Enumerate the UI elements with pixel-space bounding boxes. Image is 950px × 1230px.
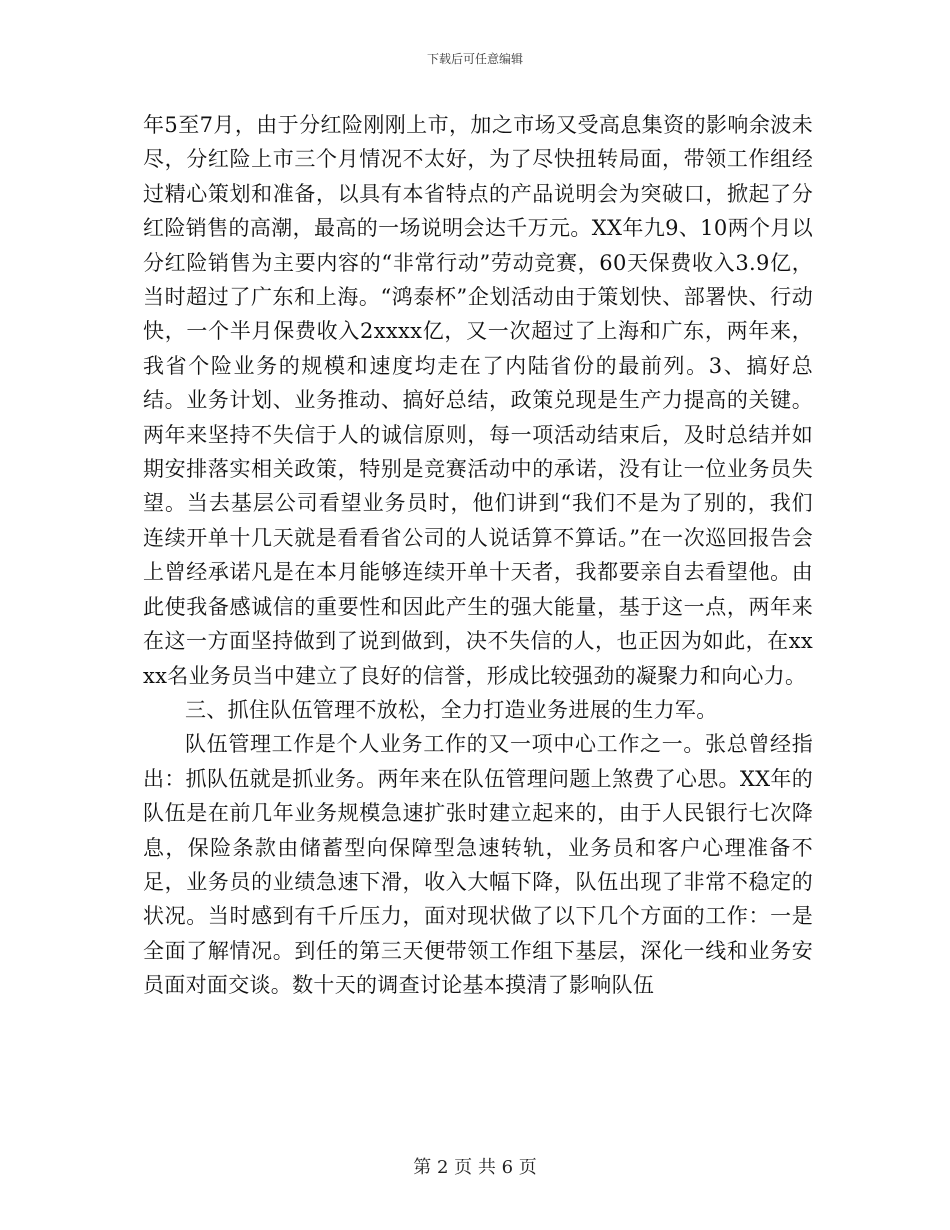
section-heading-3: 三、抓住队伍管理不放松，全力打造业务进展的生力军。 (185, 697, 718, 722)
body-paragraph-1: 年5至7月，由于分红险刚刚上市，加之市场又受高息集资的影响余波未尽，分红险上市三个月情况不太好，为了尽快扭转局面，带领工作组经过精心策划和准备，以具有本省特点的产品说明会为突破口，掀起了分红险销售的高潮，最高的一场说明会达千万元。XX年九9、10两个月以分红险销售为主要内容的“非常行动”劳动竞赛，60天保费收入3.9亿，当时超过了广东和上海。“鸿泰杯”企划活动由于策划快、部署快、行动快，一个半月保费收入2xxxx亿，又一次超过了上海和广东，两年来，我省个险业务的规模和速度均走在了内陆省份的最前列。3、搞好总结。业务计划、业务推动、搞好总结，政策兑现是生产力提高的关键。两年来坚持不失信于人的诚信原则，每一项活动结束后，及时总结并如期安排落实相关政策，特别是竞赛活动中的承诺，没有让一位业务员失望。当去基层公司看望业务员时，他们讲到“我们不是为了别的，我们连续开单十几天就是看看省公司的人说话算不算话。”在一次巡回报告会上曾经承诺凡是在本月能够连续开单十天者，我都要亲自去看望他。由此使我备感诚信的重要性和因此产生的强大能量，基于这一点，两年来在这一方面坚持做到了说到做到，决不失信的人，也正因为如此，在xxxx名业务员当中建立了良好的信誉，形成比较强劲的凝聚力和向心力。 (143, 113, 813, 688)
body-paragraph-2: 队伍管理工作是个人业务工作的又一项中心工作之一。张总曾经指出：抓队伍就是抓业务。两年来在队伍管理问题上煞费了心思。XX年的队伍是在前几年业务规模急速扩张时建立起来的，由于人民银行七次降息，保险条款由储蓄型向保障型急速转轨，业务员和客户心理准备不足，业务员的业绩急速下滑，收入大幅下降，队伍出现了非常不稳定的状况。当时感到有千斤压力，面对现状做了以下几个方面的工作：一是全面了解情况。到任的第三天便带领工作组下基层，深化一线和业务安员面对面交谈。数十天的调查讨论基本摸清了影响队伍 (143, 732, 813, 998)
page-footer-page-number: 第 2 页 共 6 页 (413, 1157, 537, 1178)
document-body (143, 108, 813, 1003)
page-header: 下载后可任意编辑 (426, 52, 523, 66)
